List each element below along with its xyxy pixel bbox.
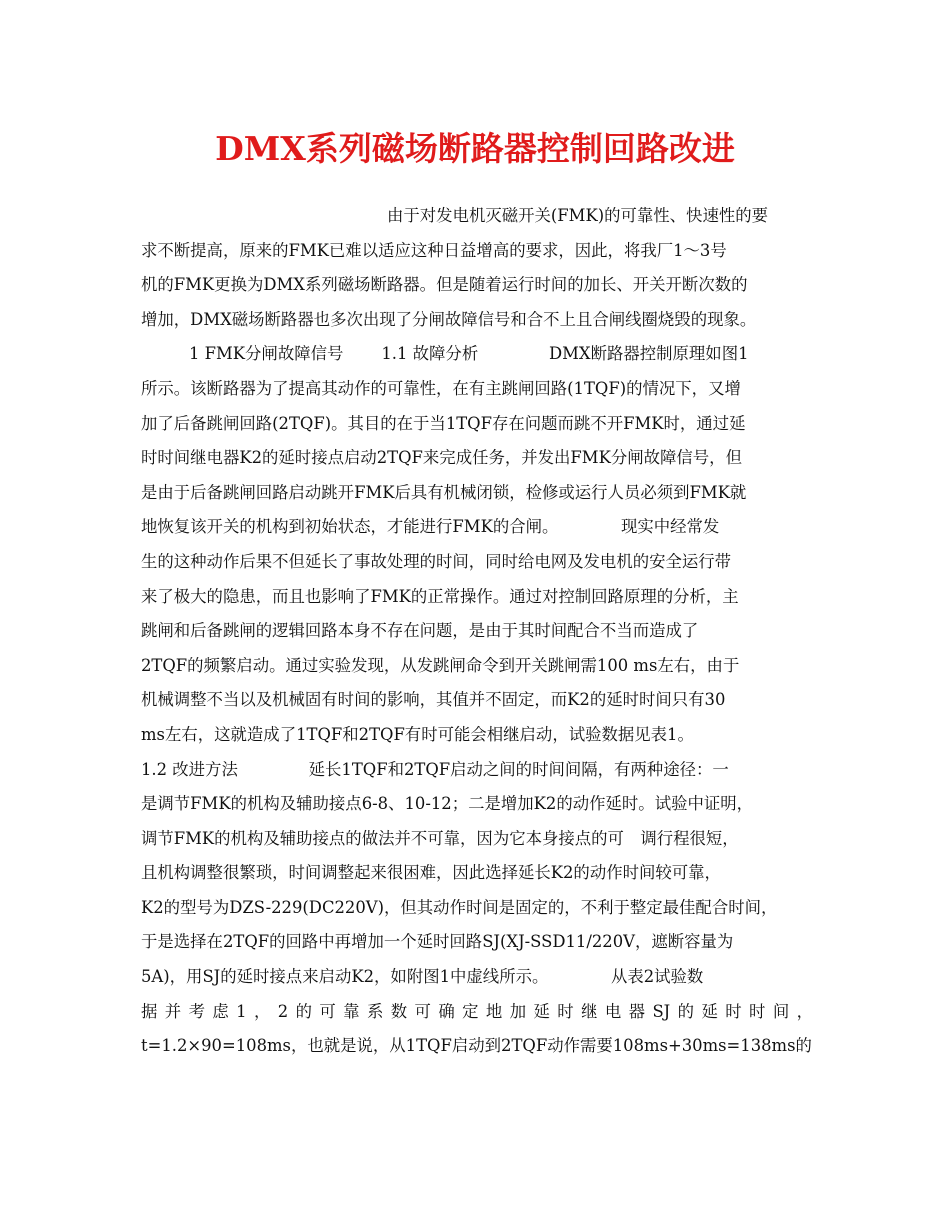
paragraph-line: 生的这种动作后果不但延长了事故处理的时间，同时给电网及发电机的安全运行带 — [141, 551, 732, 571]
paragraph-line: ms左右，这就造成了1TQF和2TQF有时可能会相继启动，试验数据见表1。 — [141, 724, 694, 744]
paragraph-line: 于是选择在2TQF的回路中再增加一个延时回路SJ(XJ-SSD11/220V，遮断容量为 — [141, 932, 734, 952]
paragraph-line: 且机构调整很繁琐，时间调整起来很困难，因此选择延长K2的动作时间较可靠， — [141, 863, 721, 883]
document-title: DMX系列磁场断路器控制回路改进 — [215, 129, 735, 168]
paragraph-line: 1.2 改进方法 延长1TQF和2TQF启动之间的时间间隔，有两种途径：一 — [141, 759, 729, 779]
paragraph-line: 5A)，用SJ的延时接点来启动K2，如附图1中虚线所示。 从表2试验数 — [141, 967, 704, 987]
paragraph-line: 时时间继电器K2的延时接点启动2TQF来完成任务，并发出FMK分闸故障信号，但 — [141, 448, 742, 468]
paragraph-line: 增加，DMX磁场断路器也多次出现了分闸故障信号和合不上且合闸线圈烧毁的现象。 — [141, 309, 757, 329]
paragraph-line: 求不断提高，原来的FMK已难以适应这种日益增高的要求，因此，将我厂1～3号 — [141, 240, 727, 260]
document-body — [141, 199, 813, 1064]
paragraph-line: 地恢复该开关的机构到初始状态，才能进行FMK的合闸。 现实中经常发 — [141, 517, 720, 537]
paragraph-line: 2TQF的频繁启动。通过实验发现，从发跳闸命令到开关跳闸需100 ms左右，由于 — [141, 655, 740, 675]
paragraph-line: 据并考虑1，2的可靠系数可确定地加延时继电器SJ的延时时间， — [141, 1001, 813, 1021]
paragraph-line: 是调节FMK的机构及辅助接点6-8、10-12；二是增加K2的动作延时。试验中证明， — [141, 794, 754, 814]
paragraph-line: 加了后备跳闸回路(2TQF)。其目的在于当1TQF存在问题而跳不开FMK时，通过延 — [141, 413, 746, 433]
paragraph-line: 来了极大的隐患，而且也影响了FMK的正常操作。通过对控制回路原理的分析，主 — [141, 586, 739, 606]
paragraph-line: 1 FMK分闸故障信号 1.1 故障分析 DMX断路器控制原理如图1 — [189, 344, 749, 364]
paragraph-line: 是由于后备跳闸回路启动跳开FMK后具有机械闭锁，检修或运行人员必须到FMK就 — [141, 482, 747, 502]
paragraph-line: 所示。该断路器为了提高其动作的可靠性，在有主跳闸回路(1TQF)的情况下，又增 — [141, 378, 741, 398]
paragraph-line: 跳闸和后备跳闸的逻辑回路本身不存在问题，是由于其时间配合不当而造成了 — [141, 621, 699, 641]
paragraph-line: 机的FMK更换为DMX系列磁场断路器。但是随着运行时间的加长、开关开断次数的 — [141, 275, 748, 295]
paragraph-line: 由于对发电机灭磁开关(FMK)的可靠性、快速性的要 — [387, 206, 769, 225]
paragraph-line: 机械调整不当以及机械固有时间的影响，其值并不固定，而K2的延时时间只有30 — [141, 690, 726, 710]
paragraph-line: t=1.2×90=108ms，也就是说，从1TQF启动到2TQF动作需要108ms+30ms=138ms的 — [141, 1036, 812, 1056]
paragraph-line: 调节FMK的机构及辅助接点的做法并不可靠，因为它本身接点的可 调行程很短， — [141, 828, 739, 848]
paragraph-line: K2的型号为DZS-229(DC220V)，但其动作时间是固定的，不利于整定最佳配合时间， — [141, 897, 778, 917]
